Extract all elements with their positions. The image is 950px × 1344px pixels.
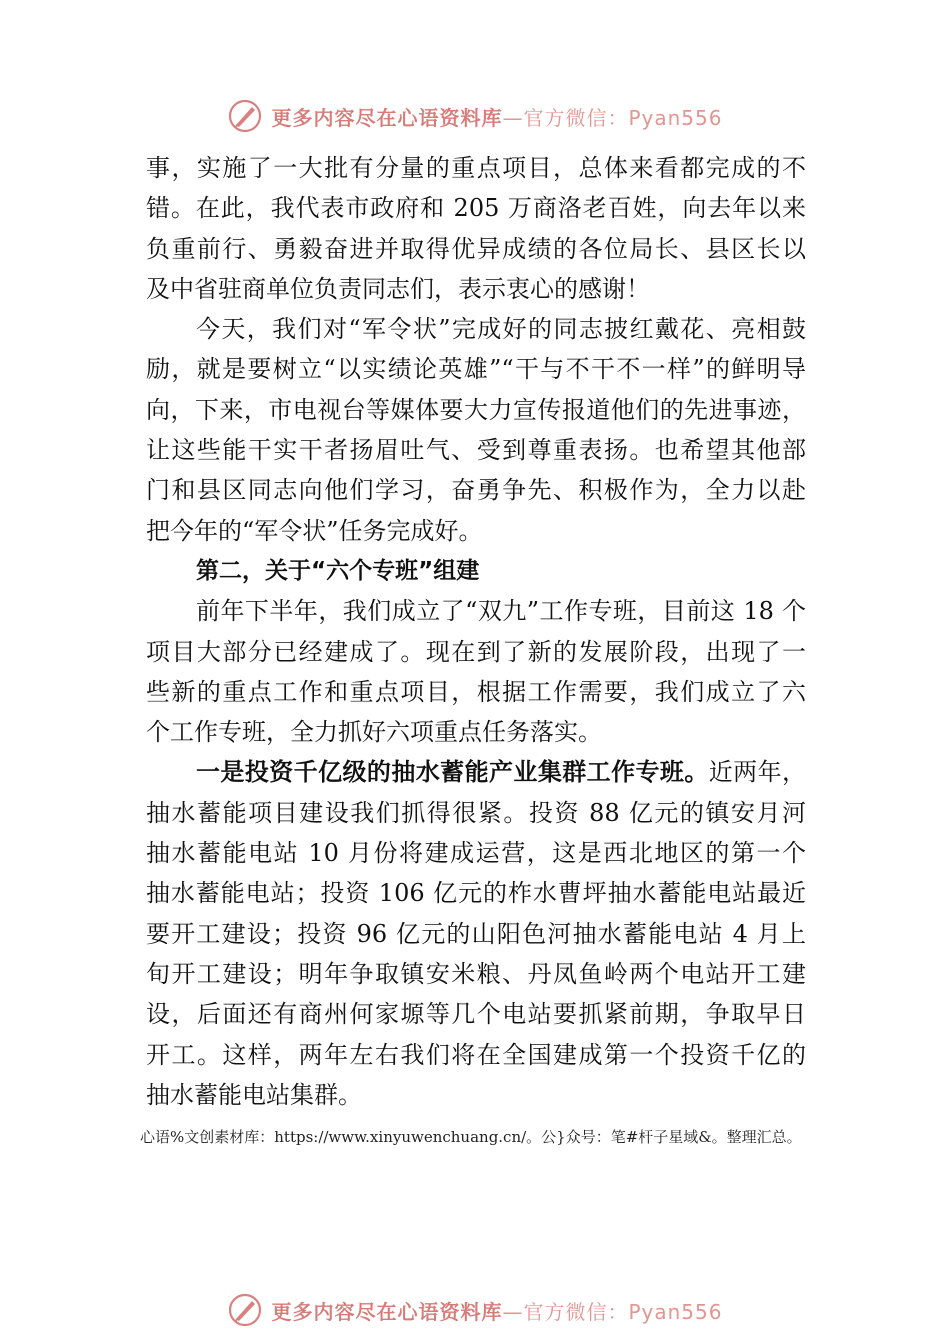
text-line: 抽水蓄能电站集群。 xyxy=(146,1080,362,1109)
text-line: 项目大部分已经建成了。现在到了新的发展阶段，出现了一 xyxy=(146,637,806,666)
text-line: 抽水蓄能项目建设我们抓得很紧。投资 88 亿元的镇安月河 xyxy=(146,798,806,827)
lead-rest: 近两年， xyxy=(708,758,806,787)
text-line: 励，就是要树立“以实绩论英雄”“干与不干不一样”的鲜明导 xyxy=(146,355,806,384)
text-line: 负重前行、勇毅奋进并取得优异成绩的各位局长、县区长以 xyxy=(146,234,806,263)
source-footnote: 心语%文创素材库：https://www.xinyuwenchuang.cn/。公}众号：笔#杆子星域&。整理汇总。 xyxy=(140,1128,802,1146)
quill-seal-icon xyxy=(227,1292,263,1328)
document-body xyxy=(146,148,806,1115)
text-line: 开工。这样，两年左右我们将在全国建成第一个投资千亿的 xyxy=(146,1040,806,1069)
quill-seal-icon xyxy=(227,98,263,134)
text-line: 些新的重点工作和重点项目，根据工作需要，我们成立了六 xyxy=(146,677,806,706)
watermark-text: 更多内容尽在心语资料库—官方微信：Pyan556 xyxy=(271,1299,723,1324)
watermark-text: 更多内容尽在心语资料库—官方微信：Pyan556 xyxy=(271,105,723,130)
text-line: 个工作专班，全力抓好六项重点任务落实。 xyxy=(146,718,602,747)
text-line: 把今年的“军令状”任务完成好。 xyxy=(146,516,483,545)
text-line: 抽水蓄能电站；投资 106 亿元的柞水曹坪抽水蓄能电站最近 xyxy=(146,879,806,908)
bold-lead: 一是投资千亿级的抽水蓄能产业集群工作专班。 xyxy=(196,757,709,787)
text-line: 今天，我们对“军令状”完成好的同志披红戴花、亮相鼓 xyxy=(196,315,806,344)
text-line: 设，后面还有商州何家塬等几个电站要抓紧前期，争取早日 xyxy=(146,1000,806,1029)
text-line-lead xyxy=(146,752,806,792)
text-line: 错。在此，我代表市政府和 205 万商洛老百姓，向去年以来 xyxy=(146,194,806,223)
text-line: 旬开工建设；明年争取镇安米粮、丹凤鱼岭两个电站开工建 xyxy=(146,959,806,988)
text-line: 抽水蓄能电站 10 月份将建成运营，这是西北地区的第一个 xyxy=(146,839,806,868)
text-line: 前年下半年，我们成立了“双九”工作专班，目前这 18 个 xyxy=(196,597,806,626)
watermark-header xyxy=(0,96,950,136)
text-line: 向，下来，市电视台等媒体要大力宣传报道他们的先进事迹， xyxy=(146,395,806,424)
text-line: 门和县区同志向他们学习，奋勇争先、积极作为，全力以赴 xyxy=(146,476,806,505)
text-line: 事，实施了一大批有分量的重点项目，总体来看都完成的不 xyxy=(146,154,806,182)
text-line: 让这些能干实干者扬眉吐气、受到尊重表扬。也希望其他部 xyxy=(146,436,806,465)
section-heading: 第二，关于“六个专班”组建 xyxy=(196,557,480,584)
watermark-footer xyxy=(0,1290,950,1330)
text-line: 要开工建设；投资 96 亿元的山阳色河抽水蓄能电站 4 月上 xyxy=(146,919,806,948)
text-line: 及中省驻商单位负责同志们，表示衷心的感谢！ xyxy=(146,274,650,303)
